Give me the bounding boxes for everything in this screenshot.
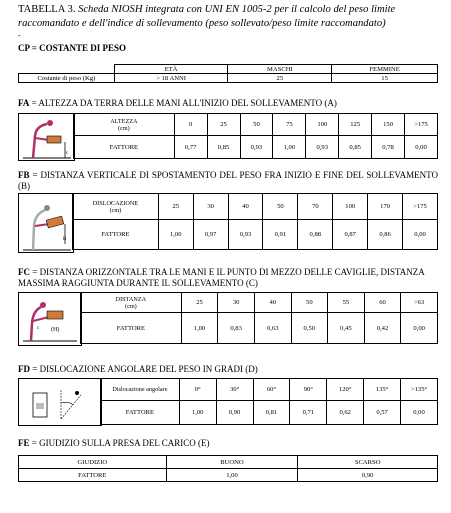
section-fd-code: FD	[18, 364, 30, 374]
fe-head-judgement: GIUDIZIO	[19, 456, 167, 469]
fc-factor-6: 0,00	[401, 313, 438, 344]
fd-factor-0: 1,00	[179, 401, 216, 425]
fc-distance-2: 40	[254, 293, 291, 313]
cp-female-value: 15	[332, 74, 438, 83]
section-fe-title	[18, 438, 210, 449]
fa-height-7: >175	[405, 114, 438, 136]
fd-factor-label: FATTORE	[101, 401, 180, 425]
fa-factor-6: 0,78	[372, 136, 405, 159]
fd-angle-3: 90°	[290, 379, 327, 401]
fd-angle-4: 120°	[327, 379, 364, 401]
fa-factor-7: 0,00	[405, 136, 438, 159]
fb-displacement-0: 25	[158, 194, 193, 220]
fc-table	[80, 292, 438, 344]
section-fb-title	[18, 170, 438, 192]
fa-factor-1: 0,85	[207, 136, 240, 159]
section-fd-text: = DISLOCAZIONE ANGOLARE DEL PESO IN GRADI (D)	[30, 364, 258, 374]
fe-factor-poor: 0,90	[298, 469, 438, 482]
fc-factor-5: 0,42	[364, 313, 401, 344]
section-fc-title	[18, 267, 438, 289]
fa-table	[73, 113, 438, 159]
table-title-text: Scheda NIOSH integrata con UNI EN 1005-2 per il calcolo del peso limite raccomandato e dell'indice di sollevamento (peso sollevato/peso limite raccomandato)	[18, 4, 396, 29]
fc-distance-6: >63	[401, 293, 438, 313]
fa-height-2: 50	[240, 114, 273, 136]
fb-factor-0: 1,00	[158, 220, 193, 250]
section-fd-title	[18, 364, 258, 375]
svg-text:c: c	[66, 151, 69, 156]
fb-factor-6: 0,86	[368, 220, 403, 250]
section-fa-code: FA	[18, 98, 30, 108]
fd-factor-5: 0,57	[364, 401, 401, 425]
fa-height-4: 100	[306, 114, 339, 136]
fe-factor-good: 1,00	[166, 469, 298, 482]
section-fc-code: FC	[18, 267, 30, 277]
fc-factor-2: 0,63	[254, 313, 291, 344]
svg-text:B: B	[63, 237, 67, 242]
fa-factor-0: 0,77	[174, 136, 207, 159]
fc-factor-4: 0,45	[328, 313, 365, 344]
cp-male-value: 25	[228, 74, 332, 83]
fa-factor-3: 1,00	[273, 136, 306, 159]
fb-factor-3: 0,91	[263, 220, 298, 250]
fd-table	[100, 378, 438, 425]
fc-distance-label: DISTANZA (cm)	[81, 293, 182, 313]
person-lifting-vertical-icon	[18, 193, 74, 253]
fc-factor-label: FATTORE	[81, 313, 182, 344]
fa-factor-label: FATTORE	[74, 136, 175, 159]
fd-factor-1: 0,90	[216, 401, 253, 425]
table-title-lead: TABELLA 3.	[18, 4, 79, 15]
fd-factor-4: 0,62	[327, 401, 364, 425]
cp-empty-cell	[19, 65, 115, 74]
fa-factor-2: 0,93	[240, 136, 273, 159]
fc-factor-1: 0,83	[218, 313, 255, 344]
fa-height-0: 0	[174, 114, 207, 136]
person-lifting-height-icon	[18, 113, 75, 161]
fb-factor-1: 0,97	[193, 220, 228, 250]
fd-angle-label: Dislocazione angolare	[101, 379, 180, 401]
fe-head-poor: SCARSO	[298, 456, 438, 469]
fc-factor-0: 1,00	[181, 313, 218, 344]
cp-head-male: MASCHI	[228, 65, 332, 74]
fb-displacement-7: >175	[403, 194, 438, 220]
section-cp-text: = COSTANTE DI PESO	[29, 43, 126, 53]
table-title	[18, 3, 442, 30]
section-cp-code: CP	[18, 43, 30, 53]
fb-table	[72, 193, 438, 250]
fa-factor-5: 0,85	[339, 136, 372, 159]
fc-distance-5: 60	[364, 293, 401, 313]
cp-table	[18, 64, 438, 83]
section-fb-text: = DISTANZA VERTICALE DI SPOSTAMENTO DEL PESO FRA INIZIO E FINE DEL SOLLEVAMENTO (B)	[18, 170, 438, 191]
fb-factor-2: 0,93	[228, 220, 263, 250]
section-fa-text: = ALTEZZA DA TERRA DELLE MANI ALL'INIZIO DEL SOLLEVAMENTO (A)	[29, 98, 337, 108]
fa-height-5: 125	[339, 114, 372, 136]
fa-height-label: ALTEZZA (cm)	[74, 114, 175, 136]
fd-factor-3: 0,71	[290, 401, 327, 425]
fb-displacement-6: 170	[368, 194, 403, 220]
title-separator: -	[18, 31, 21, 40]
svg-text:(H): (H)	[51, 327, 60, 333]
fb-displacement-2: 40	[228, 194, 263, 220]
fd-angle-1: 30°	[216, 379, 253, 401]
fb-displacement-label: DISLOCAZIONE (cm)	[73, 194, 159, 220]
fb-factor-label: FATTORE	[73, 220, 159, 250]
section-fc-text: = DISTANZA ORIZZONTALE TRA LE MANI E IL PUNTO DI MEZZO DELLE CAVIGLIE, DISTANZA MASSIMA RAGGIUNTA DURANTE IL SOLLEVAMENTO (C)	[18, 267, 425, 288]
section-fe-code: FE	[18, 438, 30, 448]
fb-factor-5: 0,87	[333, 220, 368, 250]
fb-factor-4: 0,88	[298, 220, 333, 250]
cp-head-age: ETÀ	[114, 65, 228, 74]
svg-text:c: c	[37, 326, 40, 331]
person-lifting-horizontal-icon	[18, 292, 82, 346]
fb-displacement-1: 30	[193, 194, 228, 220]
fd-angle-5: 135°	[364, 379, 401, 401]
fe-table	[18, 455, 438, 482]
section-fa-title	[18, 98, 337, 109]
fd-angle-6: >135°	[401, 379, 438, 401]
fc-distance-1: 30	[218, 293, 255, 313]
fa-height-1: 25	[207, 114, 240, 136]
fd-angle-2: 60°	[253, 379, 290, 401]
cp-row-label: Costante di peso (Kg)	[19, 74, 115, 83]
section-fe-text: = GIUDIZIO SULLA PRESA DEL CARICO (E)	[29, 438, 210, 448]
fa-height-6: 150	[372, 114, 405, 136]
fc-distance-3: 50	[291, 293, 328, 313]
cp-age-value: > 18 ANNI	[114, 74, 228, 83]
fb-displacement-4: 70	[298, 194, 333, 220]
fb-factor-7: 0,00	[403, 220, 438, 250]
fa-factor-4: 0,93	[306, 136, 339, 159]
angular-displacement-icon	[18, 378, 102, 426]
fe-head-good: BUONO	[166, 456, 298, 469]
fb-displacement-3: 50	[263, 194, 298, 220]
fb-displacement-5: 100	[333, 194, 368, 220]
fd-factor-6: 0,00	[401, 401, 438, 425]
fd-angle-0: 0°	[179, 379, 216, 401]
fd-factor-2: 0,81	[253, 401, 290, 425]
fe-factor-label: FATTORE	[19, 469, 167, 482]
fc-distance-0: 25	[181, 293, 218, 313]
fc-factor-3: 0,50	[291, 313, 328, 344]
cp-head-female: FEMMINE	[332, 65, 438, 74]
fa-height-3: 75	[273, 114, 306, 136]
section-fb-code: FB	[18, 170, 30, 180]
section-cp-title	[18, 43, 126, 54]
fc-distance-4: 55	[328, 293, 365, 313]
